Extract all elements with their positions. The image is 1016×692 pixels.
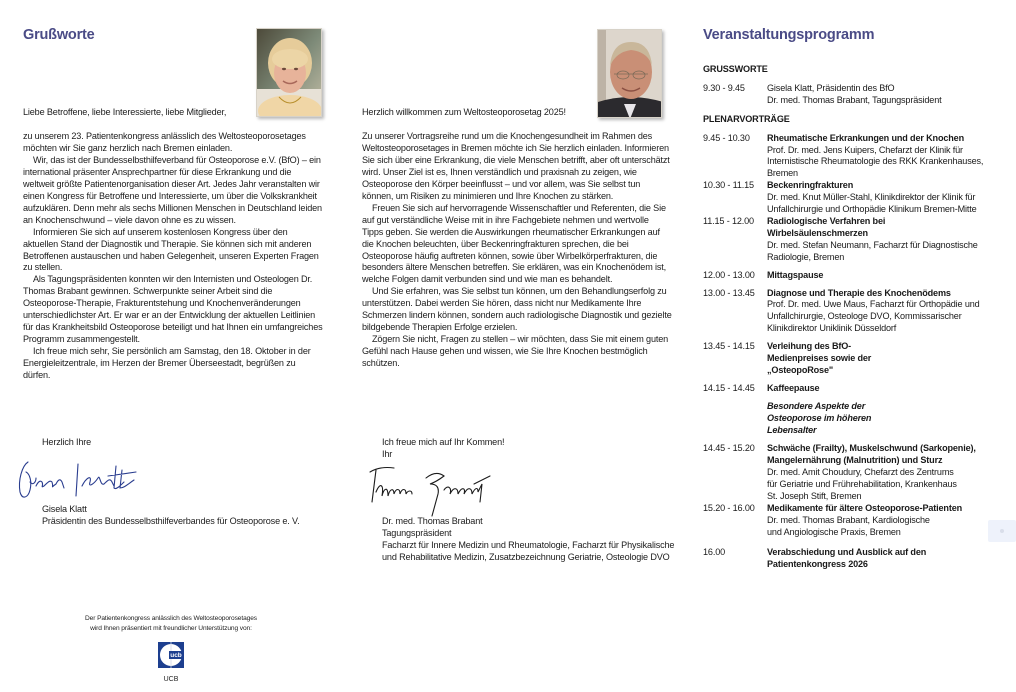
portrait-photo-thomas-brabant: [597, 29, 662, 118]
signer-details: Facharzt für Innere Medizin und Rheumatologie, Facharzt für Physikalische und Rehabilitative Medizin, Zusatzbezeichnung Geriatrie, Osteologie DVO: [382, 539, 675, 562]
talk-speaker: Dr. med. Amit Choudury, Chefarzt des Zentrums für Geriatrie und Frührehabilitation, Krankenhaus St. Joseph Stift, Bremen: [767, 467, 957, 502]
signer-name: Gisela Klatt: [42, 504, 87, 514]
page-scroll-handle[interactable]: [988, 520, 1016, 542]
paragraph: Und Sie erfahren, was Sie selbst tun können, um den Behandlungserfolg zu unterstützen. Dabei werden Sie hören, dass nicht nur Medikamente Ihre Schmerzen lindern können, sondern auch radiologische Diagnostik und gezielte bildgebende Therapien Erfolge erzielen.: [362, 286, 672, 333]
ucb-logo-text: ucb: [170, 652, 182, 660]
talk-speaker: Prof. Dr. med. Uwe Maus, Facharzt für Orthopädie und Unfallchirurgie, Osteologe DVO, Kommissarischer Klinikdirektor Uniklinik Düsseldorf: [767, 299, 980, 334]
program-item: [703, 180, 1003, 216]
program-time: 15.20 - 16.00: [703, 503, 755, 513]
program-time: 9.30 - 9.45: [703, 82, 745, 93]
signer-role: Tagungspräsident: [382, 527, 452, 538]
talk-title: Medikamente für ältere Osteoporose-Patienten: [767, 503, 963, 513]
talk-speaker: Dr. med. Stefan Neumann, Facharzt für Diagnostische Radiologie, Bremen: [767, 239, 978, 262]
talk-speaker: Dr. med. Thomas Brabant, Kardiologische und Angiologische Praxis, Bremen: [767, 514, 930, 537]
program-item: [703, 383, 1003, 395]
program-time: 16.00: [703, 546, 726, 557]
talk-title: Verabschiedung und Ausblick auf den Patientenkongress 2026: [767, 546, 927, 569]
paragraph: Informieren Sie sich auf unserem kostenlosen Kongress über den aktuellen Stand der Diagnostik und Therapie. Sie können sich mit anderen Betroffenen austauschen und haben Gelegenheit, unseren Experten Fragen zu stellen.: [23, 226, 319, 273]
signature-gisela-klatt: [16, 456, 151, 506]
sponsor-line: wird Ihnen präsentiert mit freundlicher Unterstützung von:: [90, 625, 252, 632]
closing-left: [42, 437, 242, 449]
paragraph: Zögern Sie nicht, Fragen zu stellen – wir möchten, dass Sie mit einem guten Gefühl nach Hause gehen und wissen, wie Sie Ihre Knochen bestmöglich schützen.: [362, 334, 669, 369]
page-heading-program: Veranstaltungsprogramm: [703, 27, 875, 43]
paragraph: zu unserem 23. Patientenkongress anlässlich des Weltosteoporosetages möchten wir Sie ganz herzlich nach Bremen einladen.: [23, 131, 306, 153]
dot-icon: [1000, 529, 1004, 533]
middle-letter-body: [362, 131, 672, 370]
talk-title: Diagnose und Therapie des Knochenödems: [767, 287, 951, 298]
event-program: [703, 64, 1003, 571]
ucb-logo: [158, 642, 184, 668]
talk-title: Kaffeepause: [767, 382, 820, 393]
program-time: 10.30 - 11.15: [703, 180, 754, 191]
program-item: [703, 83, 1003, 107]
salutation: [23, 107, 323, 119]
closing-text: Herzlich Ihre: [42, 437, 92, 447]
program-item: [703, 133, 1003, 181]
portrait-photo-gisela-klatt: [256, 28, 322, 117]
program-time: [703, 401, 767, 437]
program-item: [703, 216, 1003, 264]
left-letter-body: [23, 131, 323, 382]
talk-title: Rheumatische Erkrankungen und der Knochen: [767, 132, 964, 143]
paragraph: Wir, das ist der Bundesselbsthilfeverband für Osteoporose e.V. (BfO) – ein international präsenter Ansprechpartner für diese Erkrankung und die weltweit größte Patientenorganisation dieser Art. Jedes Jahr veranstalten wir einen Kongress für Betroffene und Interessierte, um über die Volkskrankheit aufzuklären. Denn mehr als sechs Millionen Menschen in Deutschland leiden an Knochenschwund – viele davon ohne es zu wissen.: [23, 154, 322, 225]
signer-block-left: [42, 504, 332, 528]
program-time: 14.45 - 15.20: [703, 443, 755, 454]
program-item: [703, 288, 1003, 336]
program-time: 14.15 - 14.45: [703, 382, 755, 393]
program-time: 9.45 - 10.30: [703, 132, 750, 143]
portrait-image: [257, 29, 322, 117]
page-heading-grussworte: Grußworte: [23, 27, 95, 43]
session-subtitle: Besondere Aspekte der Osteoporose im höheren Lebensalter: [767, 400, 872, 435]
program-item: [703, 341, 1003, 377]
program-item: [703, 443, 1003, 503]
greeting-text: Herzlich willkommen zum Weltosteoporosetag 2025!: [362, 107, 566, 117]
program-time: 12.00 - 13.00: [703, 269, 755, 280]
talk-speaker: Dr. med. Knut Müller-Stahl, Klinikdirektor der Klinik für Unfallchirurgie und Orthopädie Klinikum Bremen-Mitte: [767, 192, 977, 215]
program-subheading: [703, 401, 1003, 437]
portrait-image: [598, 30, 662, 118]
signer-role: Präsidentin des Bundesselbsthilfeverbandes für Osteoporose e. V.: [42, 515, 300, 526]
talk-title: Verleihung des BfO-Medienpreises sowie der „OsteopoRose": [767, 341, 872, 375]
sponsor-name: UCB: [163, 676, 179, 683]
talk-speaker: Prof. Dr. med. Jens Kuipers, Chefarzt der Klinik für Internistische Rheumatologie des RKK Krankenhauses, Bremen: [767, 144, 984, 179]
greeting-middle: [362, 107, 672, 119]
program-line: Gisela Klatt, Präsidentin des BfO: [767, 82, 895, 93]
closing-text: Ich freue mich auf Ihr Kommen!: [382, 437, 505, 447]
signer-block-middle: [382, 516, 682, 564]
program-item: [703, 503, 1003, 539]
program-time: 13.45 - 14.15: [703, 341, 755, 352]
section-title: PLENARVORTRÄGE: [703, 113, 790, 124]
sponsor-line: Der Patientenkongress anlässlich des Weltosteoporosetages: [85, 615, 257, 622]
salutation-text: Liebe Betroffene, liebe Interessierte, liebe Mitglieder,: [23, 107, 227, 117]
program-time: 13.00 - 13.45: [703, 287, 755, 298]
program-item: [703, 547, 1003, 571]
signer-name: Dr. med. Thomas Brabant: [382, 516, 483, 526]
closing-text: Ihr: [382, 448, 393, 459]
signature-thomas-brabant: [366, 462, 506, 518]
paragraph: Ich freue mich sehr, Sie persönlich am Samstag, den 18. Oktober in der Energieleitzentrale, im Herzen der Bremer Überseestadt, begrüßen zu dürfen.: [23, 346, 311, 381]
talk-title: Beckenringfrakturen: [767, 180, 854, 191]
section-title: GRUSSWORTE: [703, 64, 768, 74]
closing-middle: [382, 437, 582, 461]
talk-title: Schwäche (Frailty), Muskelschwund (Sarkopenie), Mangelernährung (Malnutrition) und Sturz: [767, 443, 976, 466]
program-time: 11.15 - 12.00: [703, 215, 754, 226]
program-line: Dr. med. Thomas Brabant, Tagungspräsident: [767, 94, 942, 105]
paragraph: Freuen Sie sich auf hervorragende Wissenschaftler und Referenten, die Sie auf gut verständliche Weise mit in ihre Fachgebiete nehmen und wertvolle Tipps geben. Sie werden die Auswirkungen rheumatischer Erkrankungen auf die Knochen beleuchten, über Beckenringfrakturen sprechen, die bei Osteoporose häufig auftreten können, sowie über Wirbelkörperfrakturen, die besonders ältere Menschen betreffen. Sie erklären, was ein Knochenödem ist, welche Folgen damit verbunden sind und wie man es behandelt.: [362, 202, 667, 285]
paragraph: Als Tagungspräsidenten konnten wir den Internisten und Osteologen Dr. Thomas Brabant gewinnen. Schwerpunkte seiner Arbeit sind die Osteoporose-Therapie, Frakturentstehung und Knochenveränderungen unterschiedlichster Art. Er war er an der Entwicklung der aktuellen Leitlinien für das Krankheitsbild Osteoporose beteiligt und hat Ihnen ein umfangreiches Programm zusammengestellt.: [23, 274, 323, 345]
program-item: [703, 270, 1003, 282]
talk-title: Radiologische Verfahren bei Wirbelsäulenschmerzen: [767, 215, 886, 238]
paragraph: Zu unserer Vortragsreihe rund um die Knochengesundheit im Rahmen des Weltosteoporosetages in Bremen möchte ich Sie herzlich einladen. Informieren Sie sich über eine Erkrankung, die viele Menschen betrifft, aber oft unterschätzt wird. Unser Ziel ist es, Ihnen verständlich und praxisnah zu zeigen, wie Osteoporose den Körper beeinflusst – und vor allem, was Sie selbst tun können, um Risiken zu minimieren und Ihre Knochen zu stärken.: [362, 131, 670, 201]
talk-title: Mittagspause: [767, 269, 824, 280]
sponsor-notice: [60, 614, 282, 634]
